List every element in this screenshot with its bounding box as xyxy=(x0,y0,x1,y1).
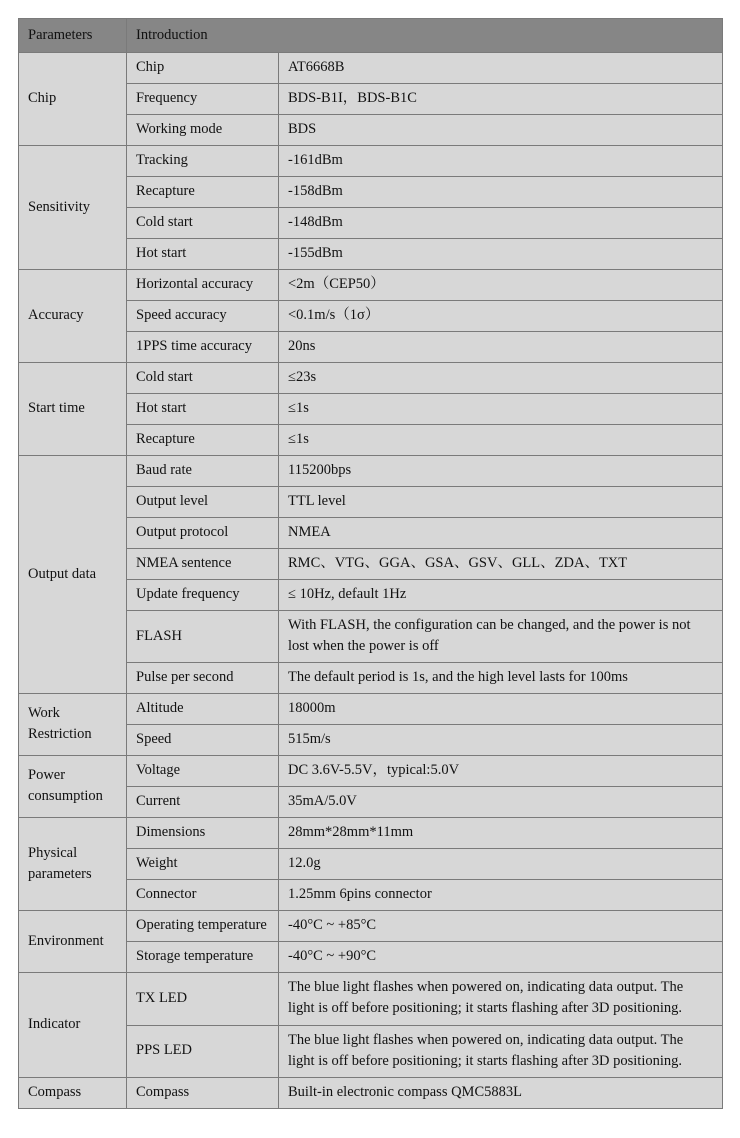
group-label-cell: Work Restriction xyxy=(19,694,127,756)
parameter-name-cell: Altitude xyxy=(127,694,279,725)
parameter-value-cell: -161dBm xyxy=(279,146,723,177)
parameter-value-cell: -40°C ~ +90°C xyxy=(279,942,723,973)
parameter-name-cell: Hot start xyxy=(127,239,279,270)
group-label-cell: Sensitivity xyxy=(19,146,127,270)
header-cell-introduction: Introduction xyxy=(127,19,723,53)
group-label-cell: Compass xyxy=(19,1077,127,1108)
parameter-name-cell: Output protocol xyxy=(127,518,279,549)
parameter-value-cell: AT6668B xyxy=(279,53,723,84)
parameter-name-cell: Storage temperature xyxy=(127,942,279,973)
parameter-value-cell: -148dBm xyxy=(279,208,723,239)
parameter-value-cell: RMC、VTG、GGA、GSA、GSV、GLL、ZDA、TXT xyxy=(279,549,723,580)
parameter-name-cell: Cold start xyxy=(127,208,279,239)
group-label-cell: Power consumption xyxy=(19,756,127,818)
parameter-name-cell: Update frequency xyxy=(127,580,279,611)
parameter-name-cell: Compass xyxy=(127,1077,279,1108)
parameter-value-cell: -155dBm xyxy=(279,239,723,270)
parameter-value-cell: ≤23s xyxy=(279,363,723,394)
table-row xyxy=(19,694,723,725)
table-row xyxy=(19,456,723,487)
parameter-value-cell: 35mA/5.0V xyxy=(279,787,723,818)
parameter-value-cell: -40°C ~ +85°C xyxy=(279,911,723,942)
parameter-name-cell: PPS LED xyxy=(127,1025,279,1077)
parameter-value-cell: 18000m xyxy=(279,694,723,725)
parameter-value-cell: With FLASH, the configuration can be changed, and the power is not lost when the power is off xyxy=(279,611,723,663)
parameter-name-cell: Baud rate xyxy=(127,456,279,487)
parameter-name-cell: NMEA sentence xyxy=(127,549,279,580)
table-header xyxy=(19,19,723,53)
parameter-value-cell: Built-in electronic compass QMC5883L xyxy=(279,1077,723,1108)
group-label-cell: Chip xyxy=(19,53,127,146)
parameter-name-cell: Horizontal accuracy xyxy=(127,270,279,301)
parameter-name-cell: Chip xyxy=(127,53,279,84)
group-label-cell: Output data xyxy=(19,456,127,694)
table-row xyxy=(19,1077,723,1108)
parameter-value-cell: The blue light flashes when powered on, indicating data output. The light is off before positioning; it starts flashing after 3D positioning. xyxy=(279,973,723,1025)
parameter-value-cell: NMEA xyxy=(279,518,723,549)
group-label-cell: Start time xyxy=(19,363,127,456)
parameter-value-cell: BDS xyxy=(279,115,723,146)
group-label-cell: Environment xyxy=(19,911,127,973)
group-label-cell: Physical parameters xyxy=(19,818,127,911)
table-row xyxy=(19,146,723,177)
parameter-name-cell: Frequency xyxy=(127,84,279,115)
parameter-value-cell: 1.25mm 6pins connector xyxy=(279,880,723,911)
parameter-name-cell: Weight xyxy=(127,849,279,880)
parameter-value-cell: <2m（CEP50） xyxy=(279,270,723,301)
group-label-cell: Accuracy xyxy=(19,270,127,363)
table-row xyxy=(19,973,723,1025)
parameter-name-cell: Speed accuracy xyxy=(127,301,279,332)
parameter-name-cell: TX LED xyxy=(127,973,279,1025)
parameter-value-cell: 12.0g xyxy=(279,849,723,880)
parameter-name-cell: Pulse per second xyxy=(127,663,279,694)
parameter-name-cell: FLASH xyxy=(127,611,279,663)
group-label-cell: Indicator xyxy=(19,973,127,1077)
header-cell-parameters: Parameters xyxy=(19,19,127,53)
parameter-value-cell: ≤ 10Hz, default 1Hz xyxy=(279,580,723,611)
parameter-value-cell: 28mm*28mm*11mm xyxy=(279,818,723,849)
parameter-name-cell: Cold start xyxy=(127,363,279,394)
spec-table-container xyxy=(18,18,722,1109)
parameter-name-cell: Hot start xyxy=(127,394,279,425)
parameter-value-cell: 115200bps xyxy=(279,456,723,487)
parameter-value-cell: The default period is 1s, and the high level lasts for 100ms xyxy=(279,663,723,694)
parameter-name-cell: 1PPS time accuracy xyxy=(127,332,279,363)
table-row xyxy=(19,911,723,942)
parameter-value-cell: BDS-B1I，BDS-B1C xyxy=(279,84,723,115)
parameter-value-cell: TTL level xyxy=(279,487,723,518)
parameter-name-cell: Recapture xyxy=(127,177,279,208)
parameter-name-cell: Recapture xyxy=(127,425,279,456)
parameter-value-cell: <0.1m/s（1σ） xyxy=(279,301,723,332)
parameter-value-cell: The blue light flashes when powered on, indicating data output. The light is off before positioning; it starts flashing after 3D positioning. xyxy=(279,1025,723,1077)
table-row xyxy=(19,270,723,301)
parameter-name-cell: Working mode xyxy=(127,115,279,146)
table-row xyxy=(19,53,723,84)
table-body xyxy=(19,53,723,1109)
parameter-name-cell: Speed xyxy=(127,725,279,756)
parameter-name-cell: Voltage xyxy=(127,756,279,787)
parameter-name-cell: Dimensions xyxy=(127,818,279,849)
parameter-value-cell: DC 3.6V-5.5V，typical:5.0V xyxy=(279,756,723,787)
table-row xyxy=(19,363,723,394)
parameter-name-cell: Connector xyxy=(127,880,279,911)
parameter-value-cell: -158dBm xyxy=(279,177,723,208)
parameter-value-cell: 20ns xyxy=(279,332,723,363)
table-row xyxy=(19,818,723,849)
parameter-name-cell: Tracking xyxy=(127,146,279,177)
parameter-value-cell: 515m/s xyxy=(279,725,723,756)
parameter-value-cell: ≤1s xyxy=(279,394,723,425)
gnss-module-spec-table xyxy=(18,18,723,1109)
table-row xyxy=(19,756,723,787)
parameter-value-cell: ≤1s xyxy=(279,425,723,456)
parameter-name-cell: Current xyxy=(127,787,279,818)
parameter-name-cell: Operating temperature xyxy=(127,911,279,942)
parameter-name-cell: Output level xyxy=(127,487,279,518)
header-row xyxy=(19,19,723,53)
